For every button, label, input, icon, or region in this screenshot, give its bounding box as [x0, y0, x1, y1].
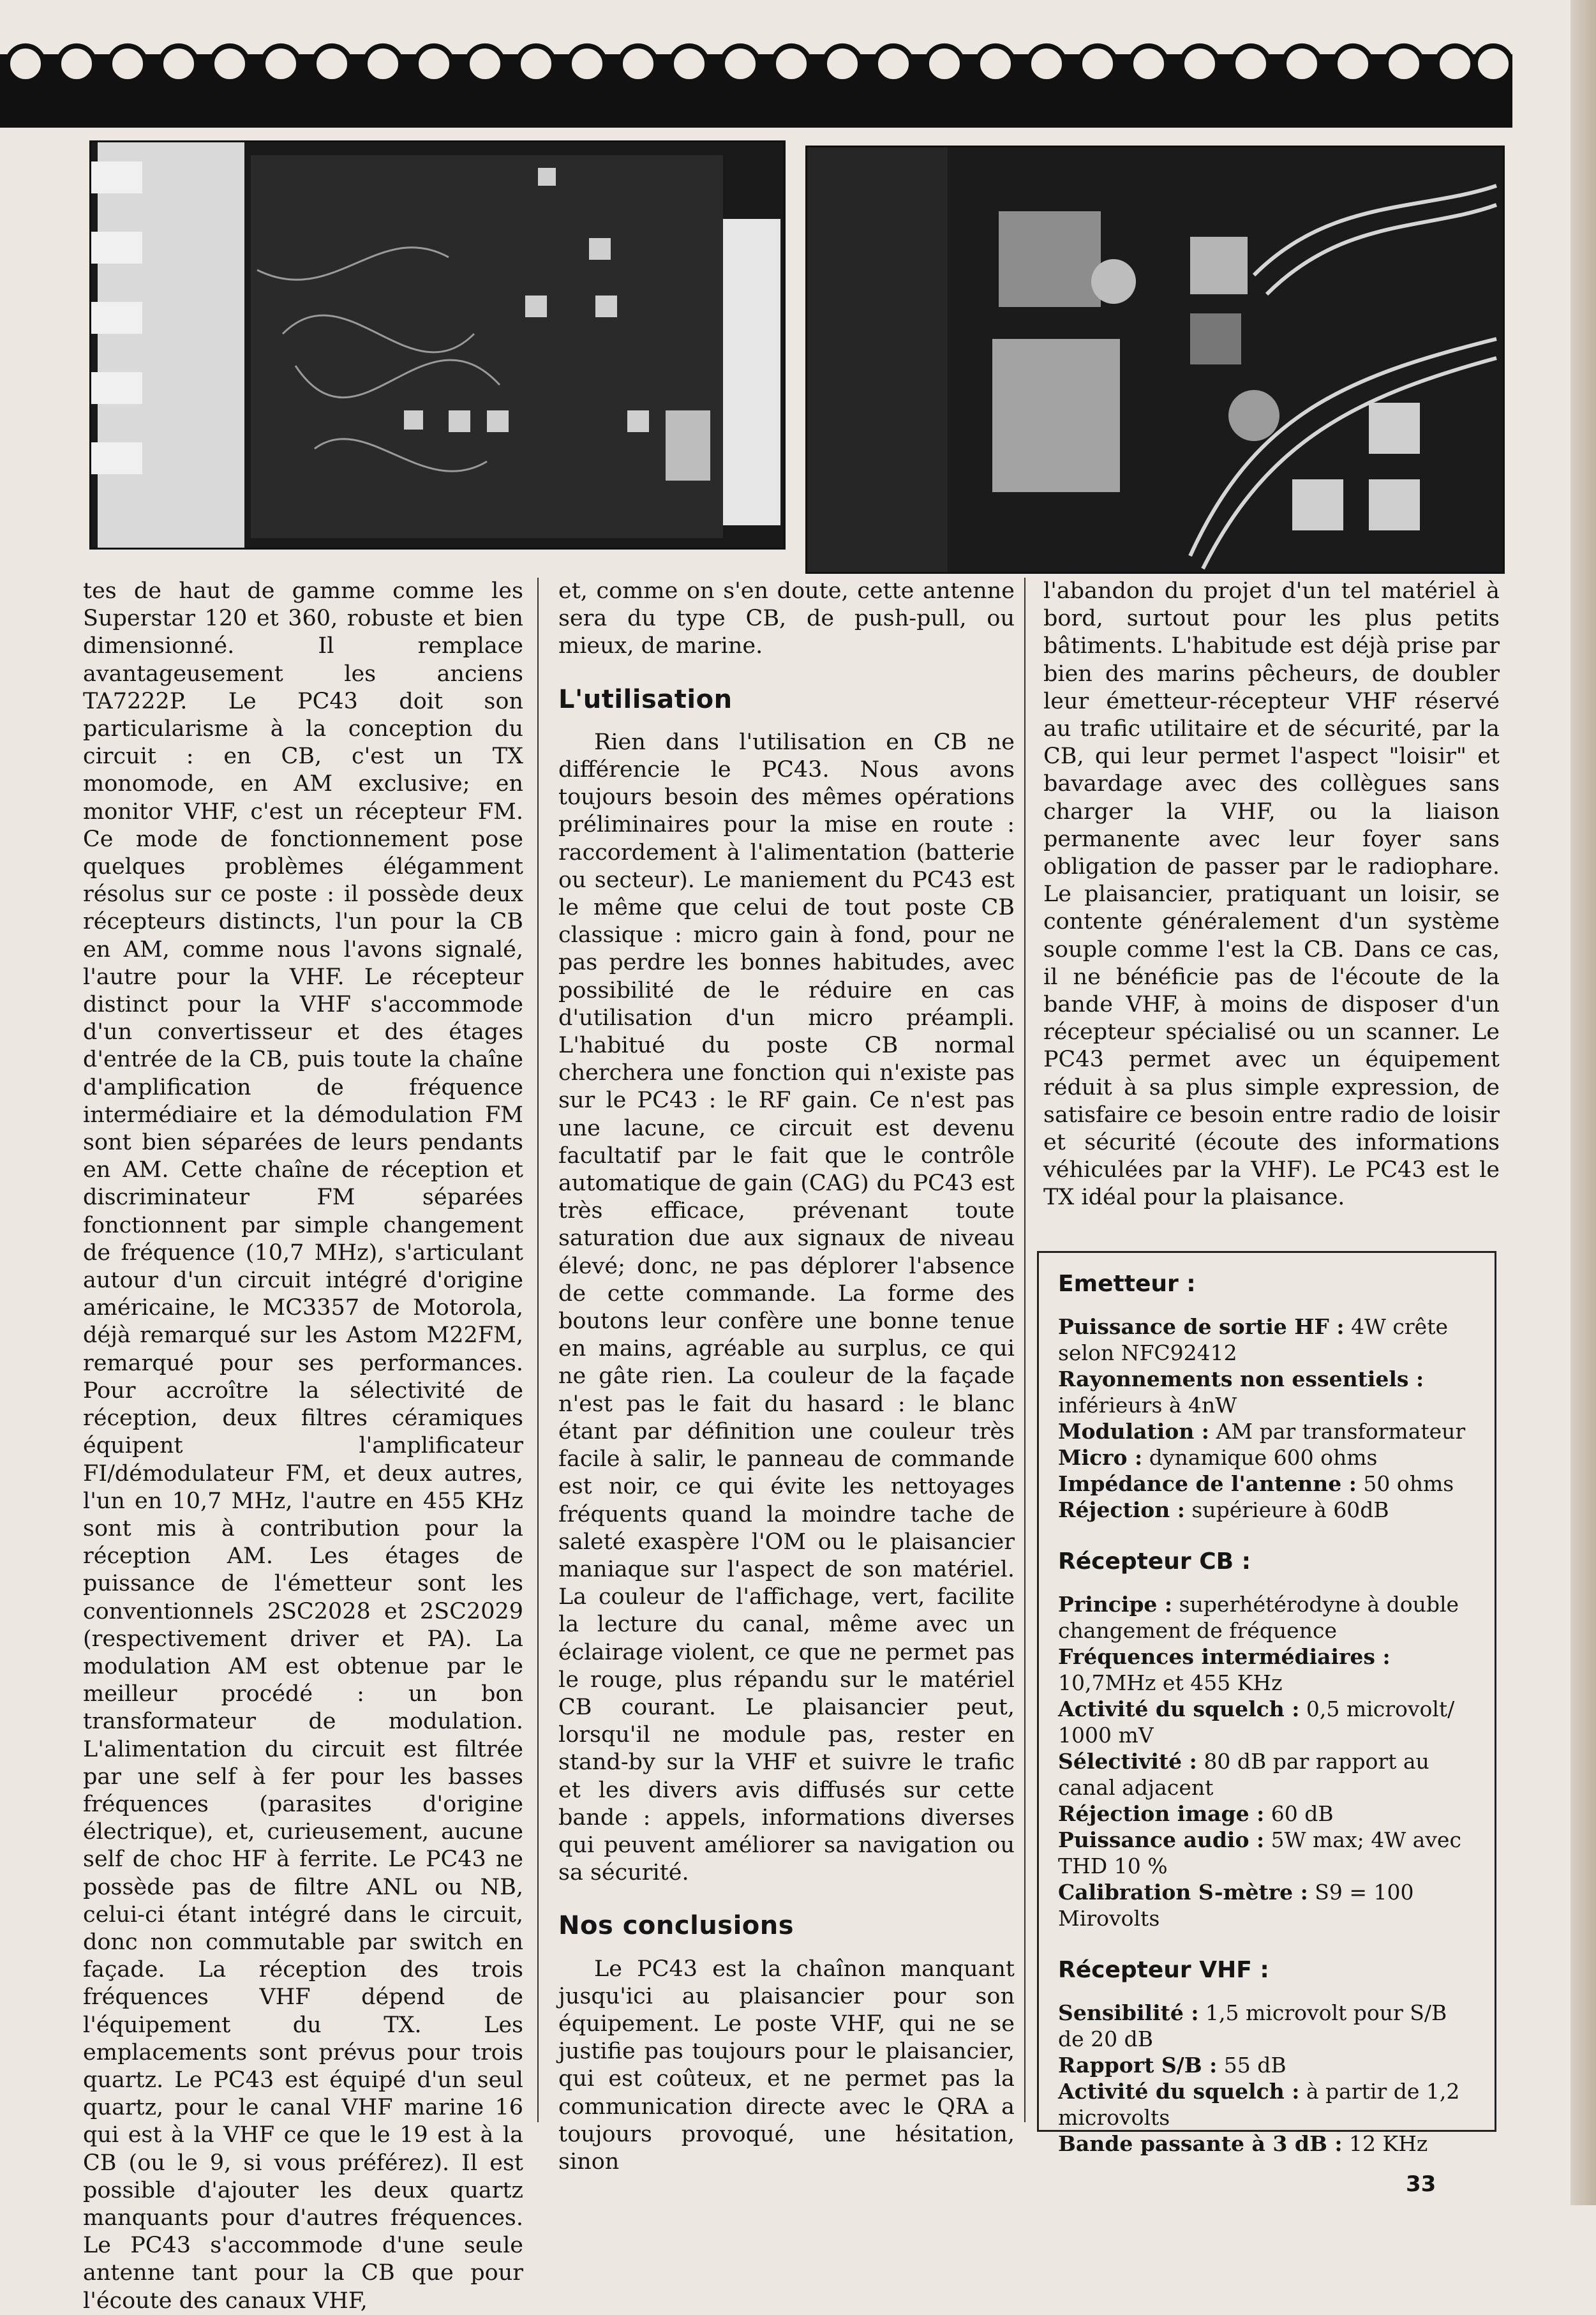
- spec-label: Sélectivité :: [1058, 1749, 1197, 1774]
- spec-item: [1058, 1827, 1475, 1879]
- spec-label: Impédance de l'antenne :: [1058, 1471, 1357, 1496]
- column1-text: tes de haut de gamme comme les Superstar 120 et 360, robuste et bien dimensionné. Il remplace avantageusement les anciens TA7222P. Le PC43 doit son particularisme à la conception du circuit : en CB, c'est un TX monomode, en AM exclusive; en monitor VHF, c'est un récepteur FM. Ce mode de fonctionnement pose quelques problèmes élégamment résolus sur ce poste : il possède deux récepteurs distincts, l'un pour la CB en AM, comme nous l'avons signalé, l'autre pour la VHF. Le récepteur distinct pour la VHF s'accommode d'un convertisseur et des étages d'entrée de la CB, puis toute la chaîne d'amplification de fréquence intermédiaire et la démodulation FM sont bien séparées de leurs pendants en AM. Cette chaîne de réception et discriminateur FM séparées fonctionnent par simple changement de fréquence (10,7 MHz), s'articulant autour d'un circuit intégré d'origine américaine, le MC3357 de Motorola, déjà remarqué sur les Astom M22FM, remarqué pour ses performances. Pour accroître la sélectivité de réception, deux filtres céramiques équipent l'amplificateur FI/démodulateur FM, et deux autres, l'un en 10,7 MHz, l'autre en 455 KHz sont mis à contribution pour la réception AM. Les étages de puissance de l'émetteur sont les conventionnels 2SC2028 et 2SC2029 (respectivement driver et PA). La modulation AM est obtenue par le meilleur procédé : un bon transformateur de modulation. L'alimentation du circuit est filtrée par une self à fer pour les basses fréquences (parasites d'origine électrique), et, curieusement, aucune self de choc HF à ferrite. Le PC43 ne possède pas de filtre ANL ou NB, celui-ci étant intégré dans le circuit, donc non commutable par switch en façade. La réception des trois fréquences VHF dépend de l'équipement du TX. Les emplacements sont prévus pour trois quartz. Le PC43 est équipé d'un seul quartz, pour le canal VHF marine 16 qui est à la VHF ce que le 19 est à la CB (ou le 9, si vous préférez). Il est possible d'ajouter les deux quartz manquants pour d'autres fréquences. Le PC43 s'accommode d'une seule antenne tant pour la CB que pour l'écoute des canaux VHF,: [83, 578, 523, 2314]
- wave-border: [0, 19, 1512, 147]
- spec-value: 5W max; 4W avec THD 10 %: [1058, 1827, 1461, 1878]
- spec-item: [1058, 1644, 1475, 1696]
- spec-label: Activité du squelch :: [1058, 2079, 1300, 2104]
- spec-item: [1058, 1879, 1475, 1931]
- spec-label: Bande passante à 3 dB :: [1058, 2131, 1343, 2156]
- spec-section-emetteur: [1058, 1271, 1475, 1523]
- spec-section-title: Récepteur VHF :: [1058, 1957, 1269, 1983]
- spec-section-title: Récepteur CB :: [1058, 1548, 1251, 1575]
- spec-item: [1058, 2000, 1475, 2052]
- spec-label: Micro :: [1058, 1445, 1143, 1470]
- spec-label: Réjection :: [1058, 1497, 1185, 1522]
- spec-label: Puissance de sortie HF :: [1058, 1314, 1345, 1339]
- spec-label: Modulation :: [1058, 1419, 1209, 1444]
- spec-value: à partir de 1,2 microvolts: [1058, 2079, 1460, 2130]
- heading-utilisation: L'utilisation: [558, 684, 733, 714]
- column2-para-conclusions: Le PC43 est la chaînon manquant jusqu'ici au plaisancier pour son équipement. Le poste VHF, qui ne se justifie pas toujours pour le plaisancier, qui est coûteux, et ne permet pas la communication directe avec le QRA a toujours provoqué, une hésitation, sinon: [558, 1956, 1015, 2175]
- spec-value: 4W crête selon NFC92412: [1058, 1314, 1449, 1365]
- column2-intro: et, comme on s'en doute, cette antenne sera du type CB, de push-pull, ou mieux, de marine.: [558, 578, 1015, 659]
- column3-text: l'abandon du projet d'un tel matériel à bord, surtout pour les plus petits bâtiments. L'habitude est déjà prise par bien des marins pêcheurs, de doubler leur émetteur-récepteur VHF réservé au trafic utilitaire et de sécurité, par la CB, qui leur permet l'aspect "loisir" et bavardage avec des collègues sans charger la VHF, ou la liaison permanente avec leur foyer sans obligation de passer par le radiophare. Le plaisancier, pratiquant un loisir, se contente généralement d'un système souple comme l'est la CB. Dans ce cas, il ne bénéficie pas de l'écoute de la bande VHF, à moins de disposer d'un récepteur spécialisé ou un scanner. Le PC43 permet avec un équipement réduit à sa plus simple expression, de satisfaire ce besoin entre radio de loisir et sécurité (écoute des informations véhiculées par la VHF). Le PC43 est le TX idéal pour la plaisance.: [1043, 578, 1500, 1211]
- spec-value: dynamique 600 ohms: [1142, 1445, 1378, 1470]
- spec-value: 80 dB par rapport au canal adjacent: [1058, 1749, 1429, 1800]
- page-edge: [1570, 0, 1596, 2205]
- spec-label: Fréquences intermédiaires :: [1058, 1644, 1391, 1669]
- spec-value: superhétérodyne à double changement de fréquence: [1058, 1592, 1459, 1643]
- spec-item: [1058, 2131, 1475, 2157]
- spec-section-title: Emetteur :: [1058, 1271, 1196, 1297]
- spec-section-recepteur-vhf: [1058, 1957, 1475, 2157]
- spec-value: 55 dB: [1217, 2053, 1286, 2078]
- spec-value: 50 ohms: [1356, 1471, 1454, 1496]
- column-divider: [1024, 578, 1025, 2122]
- spec-label: Rayonnements non essentiels :: [1058, 1367, 1424, 1391]
- spec-label: Sensibilité :: [1058, 2000, 1199, 2025]
- column2-para-utilisation: Rien dans l'utilisation en CB ne différencie le PC43. Nous avons toujours besoin des mêmes opérations préliminaires pour la mise en route : raccordement à l'alimentation (batterie ou secteur). Le maniement du PC43 est le même que celui de tout poste CB classique : micro gain à fond, pour ne pas perdre les bonnes habitudes, avec possibilité de le réduire en cas d'utilisation d'un micro préampli. L'habitué du poste CB normal cherchera une fonction qui n'existe pas sur le PC43 : le RF gain. Ce n'est pas une lacune, ce circuit est devenu facultatif par le fait que le contrôle automatique de gain (CAG) du PC43 est très efficace, prévenant toute saturation due aux signaux de niveau élevé; donc, ne pas déplorer l'absence de cette commande. La forme des boutons leur confère une bonne tenue en mains, agréable au surplus, ce qui ne gâte rien. La couleur de la façade n'est pas le fait du hasard : le blanc étant par définition une couleur très facile à salir, le panneau de commande est noir, ce qui évite les nettoyages fréquents quand la moindre tache de saleté exaspère l'OM ou le plaisancier maniaque sur l'aspect de son matériel. La couleur de l'affichage, vert, facilite la lecture du canal, même avec un éclairage violent, ce que ne permet pas le rouge, plus répandu sur le matériel CB courant. Le plaisancier peut, lorsqu'il ne module pas, rester en stand-by sur la VHF et suivre le trafic et les divers avis diffusés sur cette bande : appels, informations diverses qui peuvent améliorer sa navigation ou sa sécurité.: [558, 729, 1015, 1886]
- spec-item: [1058, 2052, 1475, 2078]
- spec-value: S9 = 100 Mirovolts: [1058, 1880, 1414, 1931]
- spec-label: Rapport S/B :: [1058, 2053, 1218, 2078]
- article-column-3: [1043, 578, 1500, 1212]
- spec-item: [1058, 1366, 1475, 1418]
- spec-value: AM par transformateur: [1209, 1419, 1466, 1444]
- circuit-board-photo-right: [805, 146, 1505, 574]
- spec-item: [1058, 1418, 1475, 1444]
- spec-label: Activité du squelch :: [1058, 1697, 1300, 1721]
- spec-value: 10,7MHz et 455 KHz: [1058, 1670, 1283, 1695]
- circuit-board-photo-left: [89, 140, 786, 550]
- spec-item: [1058, 1591, 1475, 1644]
- spec-value: 1,5 microvolt pour S/B de 20 dB: [1058, 2000, 1447, 2051]
- spec-value: 12 KHz: [1342, 2131, 1428, 2156]
- spec-item: [1058, 1314, 1475, 1366]
- spec-item: [1058, 1801, 1475, 1827]
- spec-label: Principe :: [1058, 1592, 1173, 1617]
- article-column-1: [83, 578, 523, 2315]
- spec-item: [1058, 2078, 1475, 2131]
- spec-value: 0,5 microvolt/ 1000 mV: [1058, 1697, 1455, 1748]
- heading-conclusions: Nos conclusions: [558, 1911, 794, 1941]
- spec-section-recepteur-cb: [1058, 1548, 1475, 1931]
- spec-item: [1058, 1696, 1475, 1748]
- spec-value: supérieure à 60dB: [1184, 1497, 1389, 1522]
- specifications-box: [1037, 1251, 1496, 2156]
- spec-label: Réjection image :: [1058, 1801, 1265, 1826]
- column-divider: [537, 578, 539, 2122]
- spec-label: Calibration S-mètre :: [1058, 1880, 1308, 1905]
- page-number: 33: [1406, 2171, 1436, 2197]
- spec-label: Puissance audio :: [1058, 1827, 1265, 1852]
- spec-value: inférieurs à 4nW: [1058, 1393, 1237, 1418]
- spec-item: [1058, 1444, 1475, 1471]
- spec-item: [1058, 1497, 1475, 1523]
- spec-value: 60 dB: [1264, 1801, 1334, 1826]
- article-column-2: [558, 578, 1015, 2176]
- spec-item: [1058, 1748, 1475, 1801]
- spec-item: [1058, 1471, 1475, 1497]
